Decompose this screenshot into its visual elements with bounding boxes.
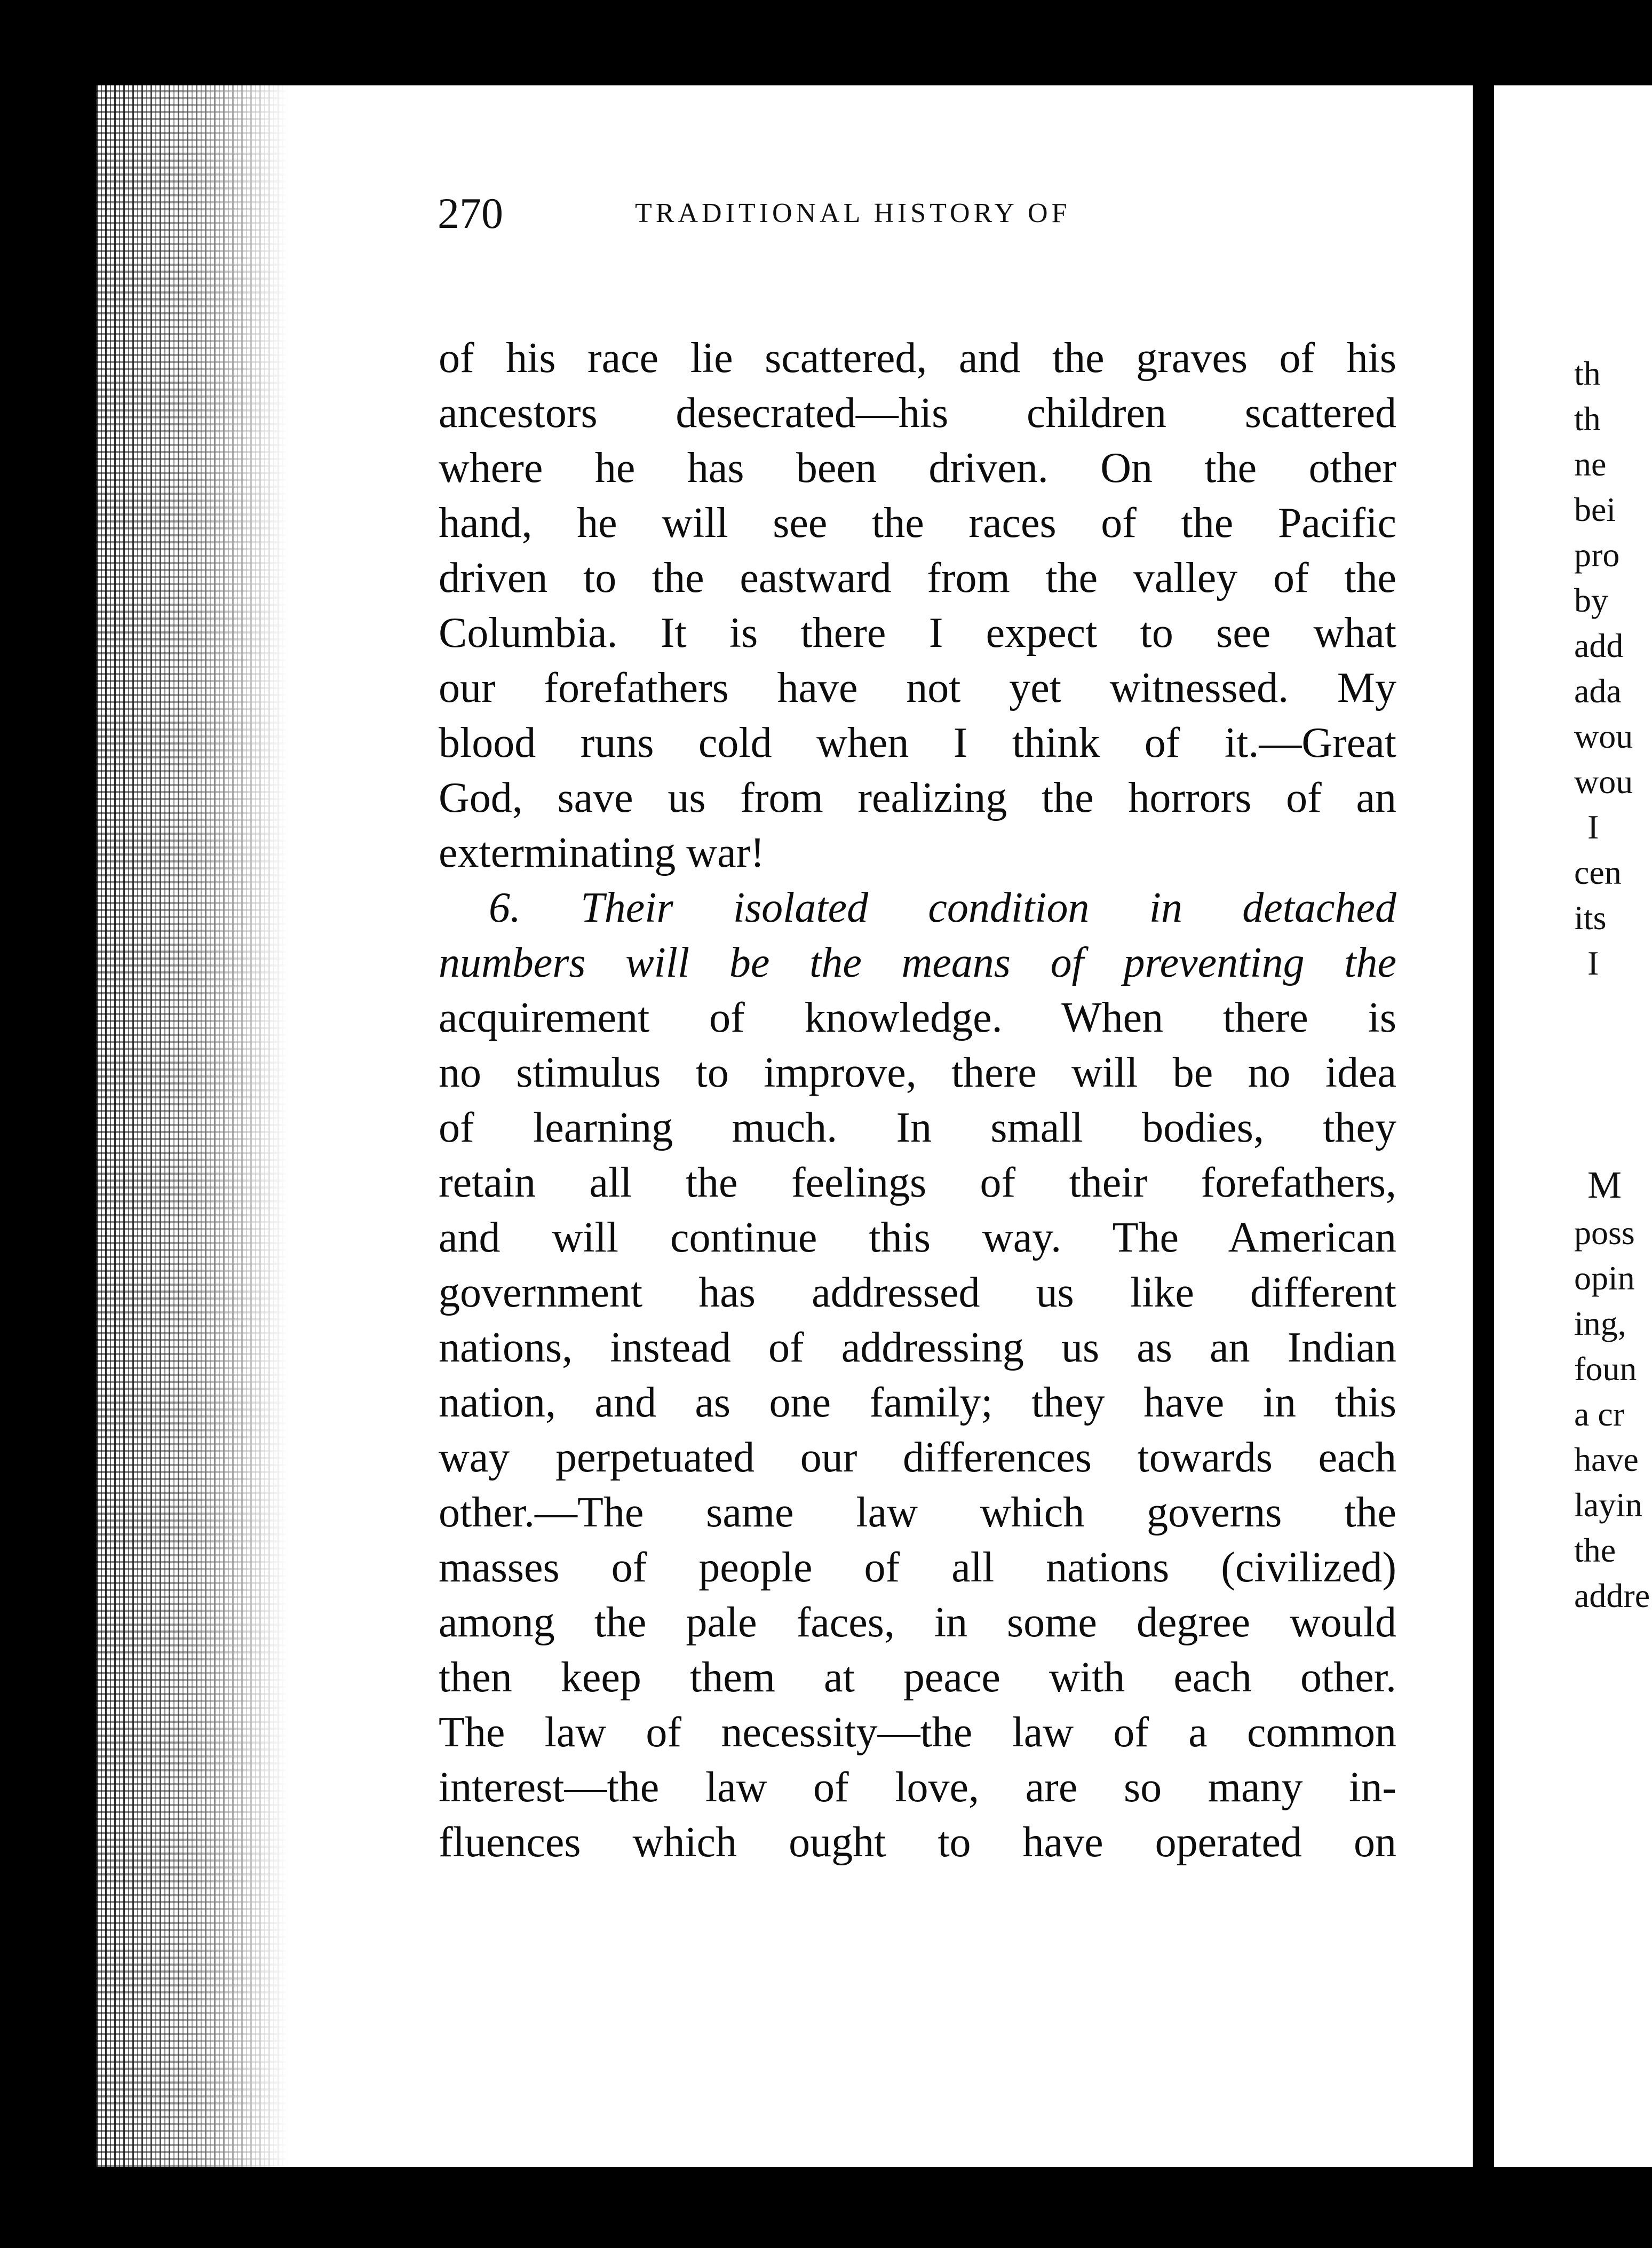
- facing-page: [1494, 85, 1652, 2167]
- text-line: no stimulus to improve, there will be no idea: [439, 1049, 1396, 1096]
- facing-page-fragment: layin: [1574, 1486, 1642, 1524]
- facing-page-fragment: its: [1574, 899, 1607, 937]
- facing-page-fragment: ne: [1574, 445, 1607, 483]
- facing-page-fragment: th: [1574, 354, 1601, 392]
- facing-page-fragment: a cr: [1574, 1395, 1625, 1433]
- text-line: driven to the eastward from the valley of the: [439, 555, 1396, 601]
- page-number: 270: [438, 189, 503, 238]
- text-line: our forefathers have not yet witnessed. My: [439, 664, 1396, 711]
- facing-page-fragment: ing,: [1574, 1304, 1626, 1342]
- facing-page-fragment: bei: [1574, 490, 1616, 528]
- facing-page-fragment: opin: [1574, 1259, 1635, 1297]
- text-line: The law of necessity—the law of a common: [439, 1709, 1396, 1756]
- text-line: where he has been driven. On the other: [439, 445, 1396, 492]
- facing-page-fragment: add: [1574, 627, 1624, 664]
- text-line: masses of people of all nations (civilized): [439, 1544, 1396, 1591]
- facing-page-fragment: I: [1587, 944, 1599, 982]
- text-line: nations, instead of addressing us as an Indian: [439, 1324, 1396, 1371]
- text-line: of learning much. In small bodies, they: [439, 1104, 1396, 1151]
- text-line: Columbia. It is there I expect to see what: [439, 610, 1396, 656]
- text-line: among the pale faces, in some degree would: [439, 1599, 1396, 1646]
- facing-page-fragment: poss: [1574, 1214, 1635, 1252]
- text-line: interest—the law of love, are so many in-: [439, 1764, 1396, 1811]
- facing-page-fragment: by: [1574, 581, 1608, 619]
- facing-page-fragment: I: [1587, 808, 1599, 846]
- text-line: other.—The same law which governs the: [439, 1489, 1396, 1536]
- page-edge-shadow: [96, 85, 288, 2167]
- facing-page-strip: [1473, 85, 1652, 2167]
- text-line: exterminating war!: [439, 829, 765, 876]
- facing-page-fragment: pro: [1574, 536, 1620, 574]
- page-header: [438, 176, 1398, 251]
- text-line-italic-heading: numbers will be the means of preventing the: [439, 939, 1396, 986]
- text-line: nation, and as one family; they have in this: [439, 1379, 1396, 1426]
- facing-page-fragment: addre: [1574, 1577, 1650, 1614]
- facing-page-fragment: the: [1574, 1531, 1616, 1569]
- facing-page-fragment: ada: [1574, 672, 1622, 710]
- text-line: government has addressed us like different: [439, 1269, 1396, 1316]
- text-line: fluences which ought to have operated on: [439, 1819, 1396, 1866]
- text-line-italic-heading: 6. Their isolated condition in detached: [489, 884, 1396, 931]
- text-line: then keep them at peace with each other.: [439, 1654, 1396, 1701]
- running-head: TRADITIONAL HISTORY OF: [635, 198, 1071, 228]
- facing-page-fragment: foun: [1574, 1350, 1637, 1388]
- text-line: and will continue this way. The American: [439, 1214, 1396, 1261]
- text-line: way perpetuated our differences towards each: [439, 1434, 1396, 1481]
- facing-page-fragment: have: [1574, 1440, 1639, 1478]
- body-text: [439, 331, 1396, 1870]
- text-line: acquirement of knowledge. When there is: [439, 994, 1396, 1041]
- facing-page-fragment: wou: [1574, 763, 1633, 801]
- text-line: ancestors desecrated—his children scattered: [439, 390, 1396, 437]
- facing-page-fragment: cen: [1574, 853, 1622, 891]
- text-line: God, save us from realizing the horrors of an: [439, 774, 1396, 821]
- text-line: hand, he will see the races of the Pacific: [439, 500, 1396, 547]
- text-line: blood runs cold when I think of it.—Great: [439, 719, 1396, 766]
- facing-page-fragment: M: [1587, 1163, 1622, 1206]
- text-line: of his race lie scattered, and the graves of his: [439, 335, 1396, 382]
- text-line: retain all the feelings of their forefathers,: [439, 1159, 1396, 1206]
- facing-page-fragment: wou: [1574, 717, 1633, 755]
- facing-page-fragment: th: [1574, 400, 1601, 438]
